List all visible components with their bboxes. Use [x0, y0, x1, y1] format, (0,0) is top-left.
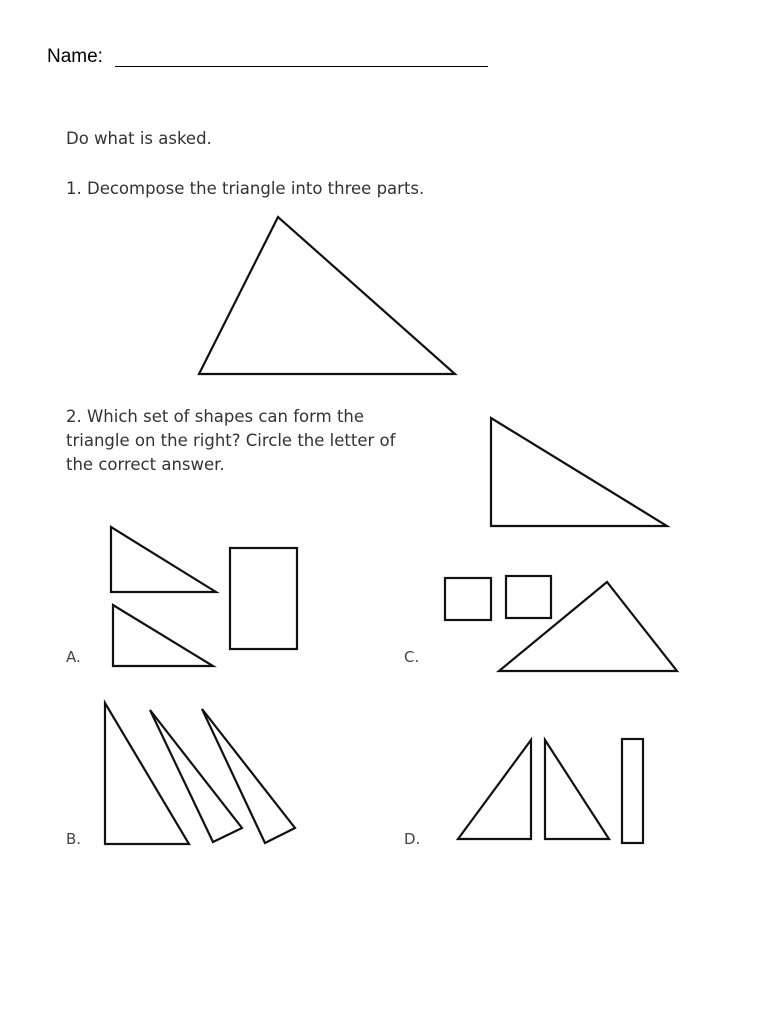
- option-a-triangle-2: [113, 605, 213, 666]
- question-1: 1. Decompose the triangle into three parts.: [66, 179, 425, 198]
- option-b-shapes: [105, 703, 295, 844]
- question-2-line-1: 2. Which set of shapes can form the: [66, 407, 365, 426]
- option-c-triangle: [499, 582, 677, 671]
- option-a-shapes: [111, 527, 297, 666]
- option-c-shapes: [445, 576, 677, 671]
- option-d-rectangle: [622, 739, 643, 843]
- option-c-square-2: [506, 576, 551, 618]
- option-b-triangle-2: [150, 710, 242, 842]
- option-b-label[interactable]: B.: [66, 830, 82, 848]
- question-2-line-2: triangle on the right? Circle the letter of: [66, 431, 396, 450]
- option-d-label[interactable]: D.: [404, 830, 421, 848]
- question-2-line-3: the correct answer.: [66, 455, 225, 474]
- option-b-triangle-1: [105, 703, 189, 844]
- option-c-square-1: [445, 578, 491, 620]
- option-a-triangle-1: [111, 527, 216, 592]
- option-d-triangle-1: [458, 740, 531, 839]
- option-b-triangle-3: [202, 709, 295, 843]
- target-right-triangle: [491, 418, 667, 526]
- name-label: Name:: [47, 46, 103, 67]
- decompose-triangle: [199, 217, 455, 374]
- option-c-label[interactable]: C.: [404, 648, 420, 666]
- option-a-rectangle: [230, 548, 297, 649]
- option-d-triangle-2: [545, 740, 609, 839]
- option-a-label[interactable]: A.: [66, 648, 81, 666]
- option-d-shapes: [458, 739, 643, 843]
- instructions: Do what is asked.: [66, 129, 212, 148]
